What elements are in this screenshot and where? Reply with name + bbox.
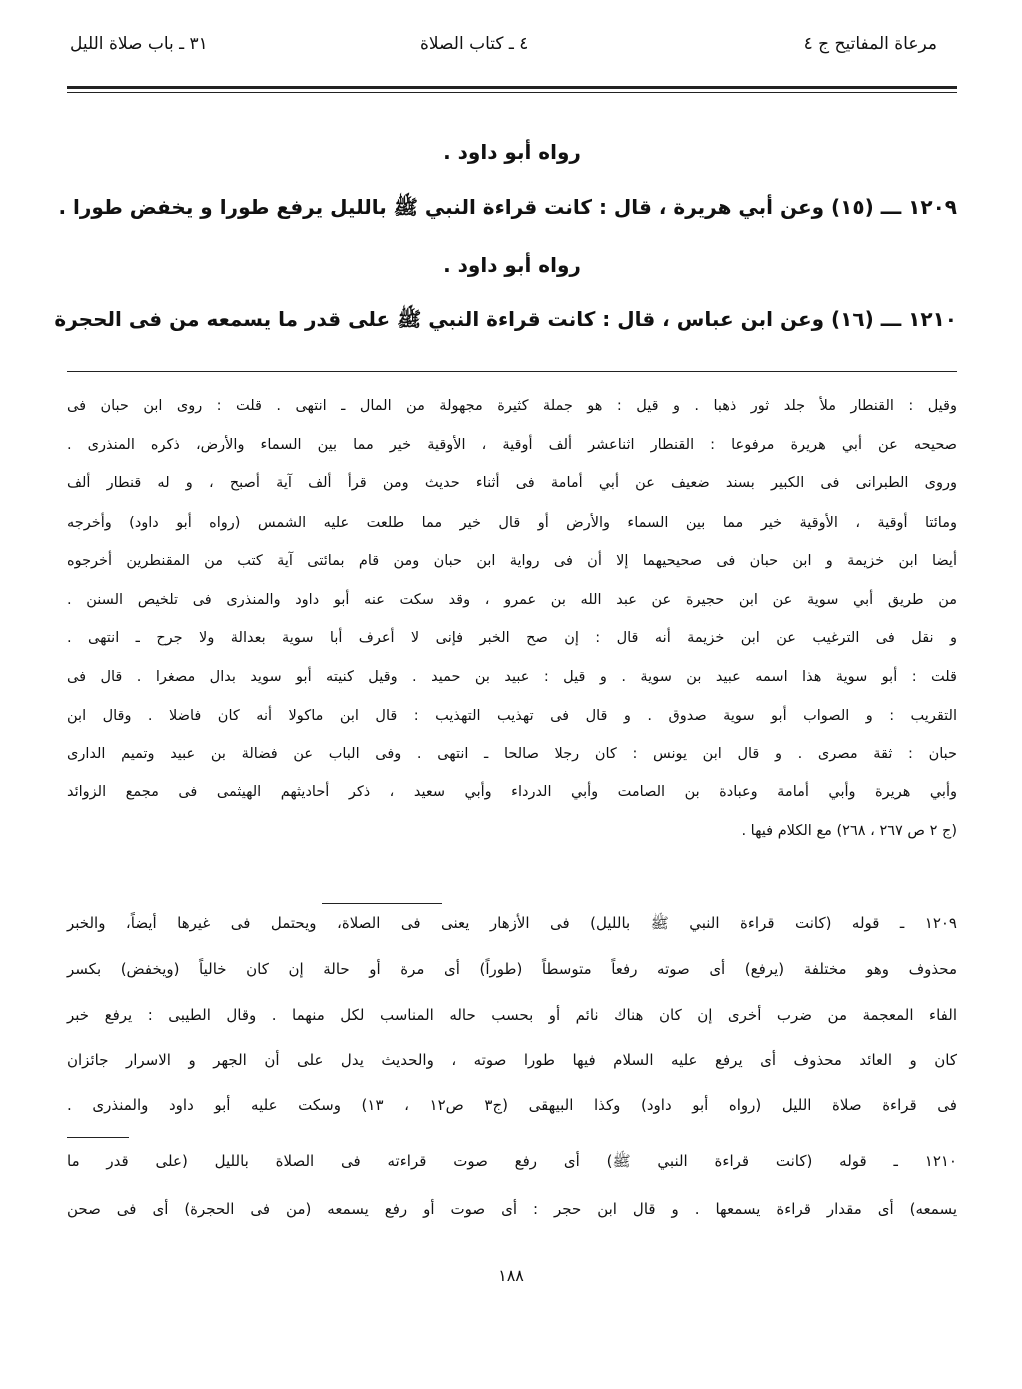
header-section: ٣١ ـ باب صلاة الليل <box>70 34 208 54</box>
hadith-1209: ١٢٠٩ ـــ (١٥) وعن أبي هريرة ، قال : كانت قراءة النبي ﷺ بالليل يرفع طورا و يخفض طورا . <box>58 195 957 219</box>
hadith-attribution: رواه أبو داود . <box>443 253 581 277</box>
footnote-line: وقيل : القنطار ملأ جلد ثور ذهبا . و قيل : هو جملة كثيرة مجهولة من المال ـ انتهى . قلت : روى ابن حبان فى <box>67 398 957 414</box>
footnote-line: من طريق أبي سوية عن ابن حجيرة عن عبد الله بن عمرو ، وقد سكت عنه أبو داود والمنذرى فى تلخيص السنن . <box>67 592 957 608</box>
footnote-line: (ج ٢ ص ٢٦٧ ، ٢٦٨) مع الكلام فيها . <box>741 823 957 839</box>
hadith-attribution: رواه أبو داود . <box>443 140 581 164</box>
page-number: ١٨٨ <box>498 1266 524 1285</box>
header-rule-thick <box>67 86 957 89</box>
header-chapter: ٤ ـ كتاب الصلاة <box>420 34 529 54</box>
commentary-line: ١٢١٠ ـ قوله (كانت قراءة النبي ﷺ) أى رفع صوت قراءته فى الصلاة بالليل (على قدر ما <box>67 1152 957 1170</box>
commentary-line: الفاء المعجمة من ضرب أخرى إن كان هناك نائم أو بحسب حاله المناسب لكل منهما . وقال الطيبى : يرفع خبر <box>67 1006 957 1024</box>
section-rule <box>67 1137 129 1138</box>
header-rule-thin <box>67 92 957 93</box>
footnote-line: و نقل فى الترغيب عن ابن خزيمة أنه قال : إن صح الخبر فإنى لا أعرف أبا سوية بعدالة ولا جرح ـ انتهى . <box>67 630 957 646</box>
footnote-separator <box>67 371 957 372</box>
footnote-line: التقريب : و الصواب أبو سوية صدوق . و قال فى تهذيب التهذيب : قال ابن ماكولا أنه كان فاضلا . وقال ابن <box>67 708 957 724</box>
section-rule <box>322 903 442 904</box>
commentary-line: يسمعه) أى مقدار قراءة يسمعها . و قال ابن حجر : أى صوت أو رفع يسمعه (من فى الحجرة) أى فى صحن <box>67 1200 957 1218</box>
footnote-line: وأبي هريرة وأبي أمامة وعبادة بن الصامت وأبي الدرداء وأبي سعيد ، ذكر أحاديثهم الهيثمى فى مجمع الزوائد <box>67 784 957 800</box>
hadith-1210: ١٢١٠ ـــ (١٦) وعن ابن عباس ، قال : كانت قراءة النبي ﷺ على قدر ما يسمعه من فى الحجرة <box>54 307 957 331</box>
footnote-line: حبان : ثقة مصرى . و قال ابن يونس : كان رجلا صالحا ـ انتهى . وفى الباب عن فضالة بن عبيد وتميم الدارى <box>67 746 957 762</box>
footnote-line: صحيحه عن أبي هريرة مرفوعا : القنطار اثناعشر ألف أوقية ، الأوقية خير مما بين السماء والأرض، ذكره المنذرى . <box>67 437 957 453</box>
commentary-line: محذوف وهو مختلفة (يرفع) أى صوته رفعاً متوسطاً (طوراً) أى مرة أو حالة إن كان خالياً (ويخفض) بكسر <box>67 960 957 978</box>
commentary-line: ١٢٠٩ ـ قوله (كانت قراءة النبي ﷺ بالليل) فى الأزهار يعنى فى الصلاة، ويحتمل فى غيرها أيضاً، والخبر <box>67 914 957 932</box>
footnote-line: وروى الطبرانى فى الكبير بسند ضعيف عن أبي أمامة فى أثناء حديث ومن قرأ ألف آية أصبح ، و له قنطار ألف <box>67 475 957 491</box>
commentary-line: كان و العائد محذوف أى يرفع عليه السلام فيها طورا صوته ، والحديث يدل على أن الجهر و الاسرار جائزان <box>67 1051 957 1069</box>
footnote-line: أيضا ابن خزيمة و ابن حبان فى صحيحيهما إلا أن فى رواية ابن حبان ومن قام بمائتى آية كتب من المقنطرين أخرجوه <box>67 553 957 569</box>
footnote-line: ومائتا أوقية ، الأوقية خير مما بين السماء والأرض أو قال خير مما طلعت عليه الشمس (رواه أبو داود) وأخرجه <box>67 515 957 531</box>
header-book-title: مرعاة المفاتيح ج ٤ <box>803 34 937 54</box>
commentary-line: فى قراءة صلاة الليل (رواه أبو داود) وكذا البيهقى (ج٣ ص١٢ ، ١٣) وسكت عليه أبو داود والمنذرى . <box>67 1096 957 1114</box>
footnote-line: قلت : أبو سوية هذا اسمه عبيد بن سوية . و قيل : عبيد بن حميد . وقيل كنيته أبو سويد بدال مصغرا . قال فى <box>67 669 957 685</box>
